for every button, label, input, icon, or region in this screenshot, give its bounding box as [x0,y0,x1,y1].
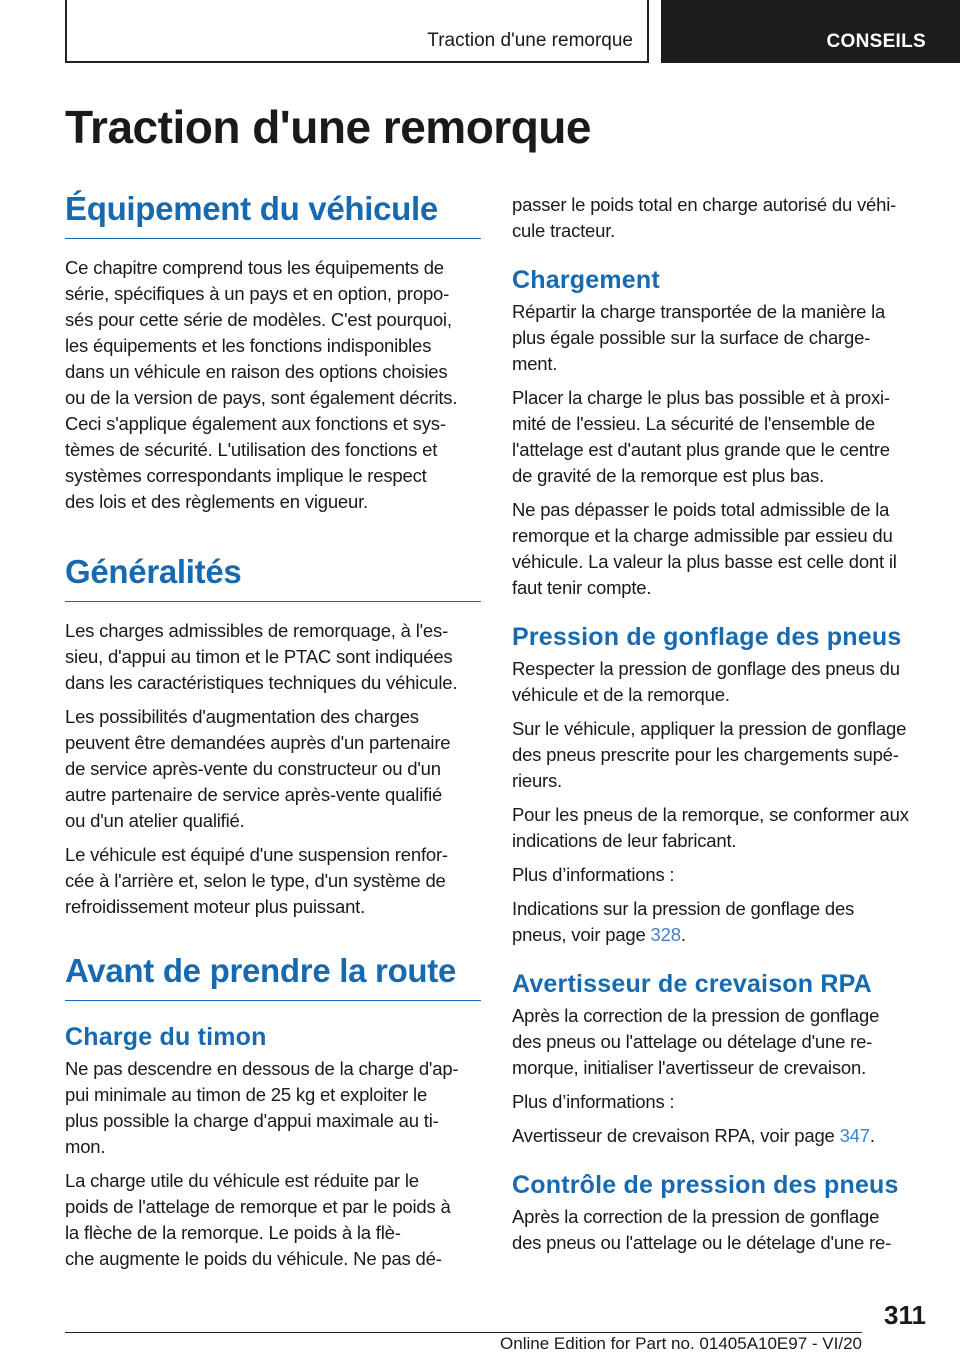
running-header-title: Traction d'une remorque [427,30,633,51]
chapter-tab [661,0,960,63]
section-avant [65,952,481,1272]
text-line: morque, initialiser l'avertisseur de crevaison. [512,1057,867,1078]
text-line: Ceci s'applique également aux fonctions et sys- [65,413,446,434]
more-info-rpa: Plus d’informations : [512,1091,675,1112]
chapter-tab-label: CONSEILS [826,31,926,52]
running-header [65,0,649,63]
paragraph-generalites-2 [65,704,481,834]
section-rpa [512,970,932,1149]
text-line: mité de l'essieu. La sécurité de l'ensemble de [512,413,875,434]
section-equipement [65,190,481,515]
text-line: sieu, d'appui au timon et le PTAC sont indiquées [65,646,453,667]
paragraph-continued [512,192,932,244]
paragraph-avant-1 [65,1056,481,1160]
text-line: sés pour cette série de modèles. C'est pourquoi, [65,309,452,330]
text-line: série, spécifiques à un pays et en option, propo- [65,283,450,304]
text-line: ou d'un atelier qualifié. [65,810,245,831]
paragraph-controle-1 [512,1204,932,1256]
paragraph-pression-3 [512,802,932,854]
text-line: véhicule. La valeur la plus basse est celle dont il [512,551,897,572]
paragraph-chargement-2 [512,385,932,489]
reference-pression-line1: Indications sur la pression de gonflage des [512,898,855,919]
page-title: Traction d'une remorque [65,101,591,153]
text-line: remorque et la charge admissible par essieu du [512,525,893,546]
text-line: ment. [512,353,558,374]
text-line: dans les caractéristiques techniques du véhicule. [65,672,458,693]
heading-rpa: Avertisseur de crevaison RPA [512,970,872,998]
more-info-pression: Plus d’informations : [512,864,675,885]
text-line: Ce chapitre comprend tous les équipements de [65,257,444,278]
text-line: Le véhicule est équipé d'une suspension renfor- [65,844,448,865]
text-line: Placer la charge le plus bas possible et à proxi- [512,387,890,408]
paragraph-generalites-1 [65,618,481,696]
text-line: pui minimale au timon de 25 kg et exploiter le [65,1084,428,1105]
text-line: des pneus ou l'attelage ou le dételage d'une re- [512,1232,892,1253]
text-line: tèmes de sécurité. L'utilisation des fonctions et [65,439,438,460]
paragraph-pression-1 [512,656,932,708]
text-line: poids de l'attelage de remorque et par le poids à [65,1196,451,1217]
paragraph-chargement-3 [512,497,932,601]
text-line: des pneus ou l'attelage ou dételage d'une re- [512,1031,873,1052]
text-line: les équipements et les fonctions indisponibles [65,335,432,356]
text-line: Après la correction de la pression de gonflage [512,1206,880,1227]
footer-divider [65,1332,862,1333]
text-line: des pneus prescrite pour les chargements supé- [512,744,899,765]
text-line: Respecter la pression de gonflage des pneus du [512,658,900,679]
text-line: Après la correction de la pression de gonflage [512,1005,880,1026]
text-line: passer le poids total en charge autorisé du véhi- [512,194,897,215]
text-line: dans un véhicule en raison des options choisies [65,361,448,382]
text-line: Ne pas dépasser le poids total admissible de la [512,499,890,520]
text-line: véhicule et de la remorque. [512,684,730,705]
reference-pression-suffix: . [680,924,686,945]
text-line: refroidissement moteur plus puissant. [65,896,366,917]
text-line: plus possible la charge d'appui maximale au ti- [65,1110,439,1131]
text-line: che augmente le poids du véhicule. Ne pas dé- [65,1248,442,1269]
text-line: La charge utile du véhicule est réduite par le [65,1170,419,1191]
paragraph-equipement [65,255,481,515]
text-line: ou de la version de pays, sont également décrits. [65,387,458,408]
paragraph-rpa-1 [512,1003,932,1081]
heading-generalites: Généralités [65,553,481,602]
page-link-328[interactable]: 328 [650,924,681,945]
reference-rpa-suffix: . [869,1125,875,1146]
reference-pression [512,896,932,948]
section-generalites [65,553,481,920]
heading-equipement: Équipement du véhicule [65,190,481,239]
section-controle [512,1171,932,1256]
text-line: cule tracteur. [512,220,616,241]
section-chargement [512,266,932,601]
reference-rpa-prefix: Avertisseur de crevaison RPA, voir page [512,1125,840,1146]
text-line: peuvent être demandées auprès d'un partenaire [65,732,451,753]
footer-edition: Online Edition for Part no. 01405A10E97 - VI/20 [500,1334,862,1353]
text-line: autre partenaire de service après-vente qualifié [65,784,443,805]
text-line: des lois et des règlements en vigueur. [65,491,368,512]
text-line: mon. [65,1136,106,1157]
reference-rpa [512,1123,932,1149]
text-line: Répartir la charge transportée de la manière la [512,301,886,322]
text-line: Pour les pneus de la remorque, se conformer aux [512,804,909,825]
page-link-347[interactable]: 347 [839,1125,870,1146]
paragraph-pression-2 [512,716,932,794]
text-line: Ne pas descendre en dessous de la charge d'ap- [65,1058,459,1079]
heading-controle: Contrôle de pression des pneus [512,1171,899,1199]
right-column [512,192,932,1256]
text-line: de gravité de la remorque est plus bas. [512,465,825,486]
heading-charge-timon: Charge du timon [65,1023,267,1051]
text-line: plus égale possible sur la surface de charge- [512,327,871,348]
text-line: indications de leur fabricant. [512,830,737,851]
paragraph-avant-2 [65,1168,481,1272]
paragraph-generalites-3 [65,842,481,920]
text-line: Les charges admissibles de remorquage, à l'es- [65,620,449,641]
page-number: 311 [884,1300,926,1330]
heading-avant: Avant de prendre la route [65,952,481,1001]
text-line: systèmes correspondants implique le respect [65,465,427,486]
heading-chargement: Chargement [512,266,660,294]
section-pression [512,623,932,948]
reference-pression-prefix: pneus, voir page [512,924,651,945]
text-line: cée à l'arrière et, selon le type, d'un système de [65,870,446,891]
text-line: Sur le véhicule, appliquer la pression de gonflage [512,718,907,739]
text-line: Les possibilités d'augmentation des charges [65,706,419,727]
text-line: l'attelage est d'autant plus grande que le centre [512,439,890,460]
text-line: rieurs. [512,770,562,791]
left-column [65,190,481,1272]
text-line: faut tenir compte. [512,577,652,598]
text-line: de service après-vente du constructeur ou d'un [65,758,441,779]
paragraph-chargement-1 [512,299,932,377]
text-line: la flèche de la remorque. Le poids à la flè- [65,1222,401,1243]
heading-pression: Pression de gonflage des pneus [512,623,902,651]
